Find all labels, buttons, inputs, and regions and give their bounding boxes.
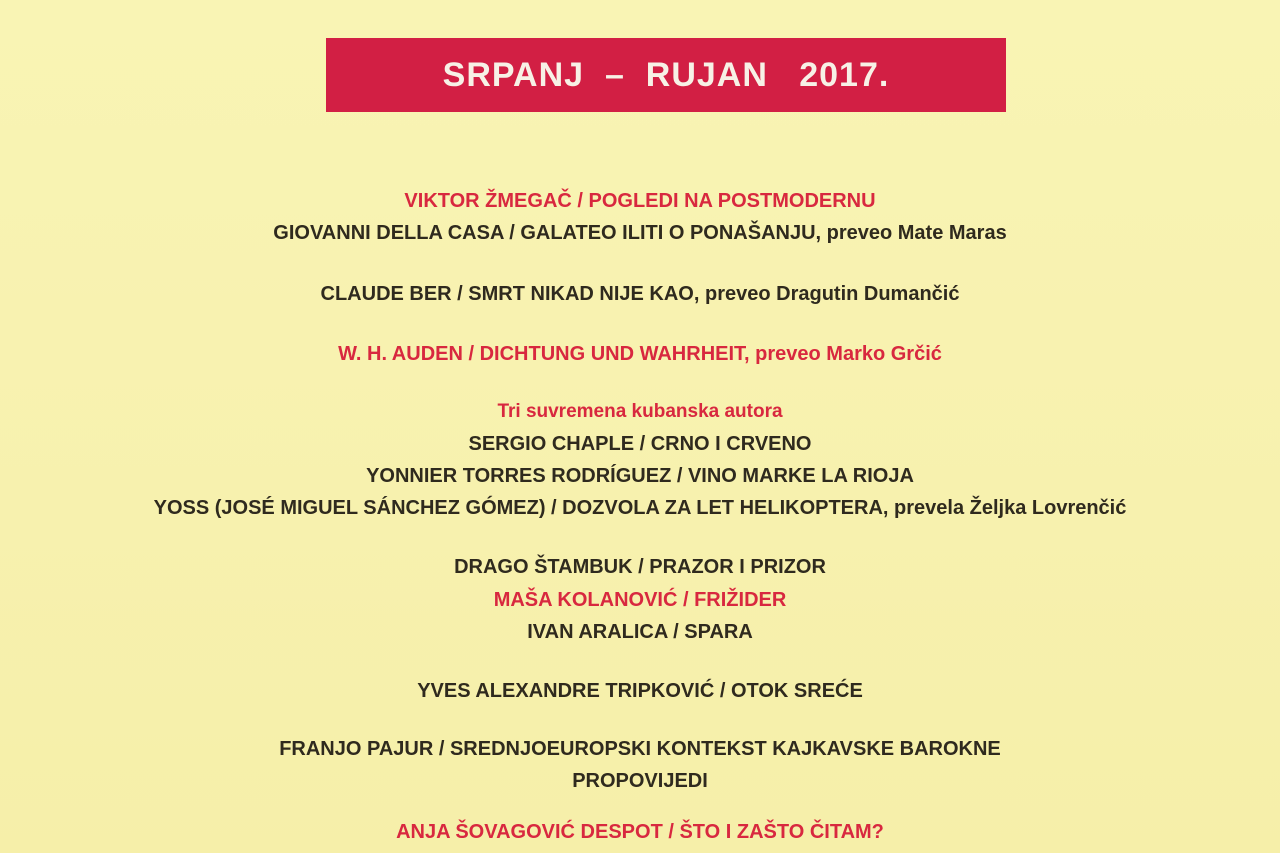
issue-date-title: SRPANJ – RUJAN 2017.	[442, 55, 890, 94]
contents-entry: FRANJO PAJUR / SREDNJOEUROPSKI KONTEKST KAJKAVSKE BAROKNE	[279, 738, 1001, 760]
contents-entry: YOSS (JOSÉ MIGUEL SÁNCHEZ GÓMEZ) / DOZVOLA ZA LET HELIKOPTERA, prevela Željka Lovrenčić	[153, 497, 1127, 519]
contents-entry: W. H. AUDEN / DICHTUNG UND WAHRHEIT, preveo Marko Grčić	[338, 343, 942, 365]
contents-entry: ANJA ŠOVAGOVIĆ DESPOT / ŠTO I ZAŠTO ČITAM?	[396, 821, 884, 843]
contents-entry-continued: PROPOVIJEDI	[572, 770, 708, 792]
contents-entry: YONNIER TORRES RODRÍGUEZ / VINO MARKE LA RIOJA	[366, 465, 914, 487]
contents-entry: YVES ALEXANDRE TRIPKOVIĆ / OTOK SREĆE	[417, 680, 863, 702]
contents-entry: IVAN ARALICA / SPARA	[527, 621, 753, 643]
contents-entry: DRAGO ŠTAMBUK / PRAZOR I PRIZOR	[454, 556, 826, 578]
contents-entry: SERGIO CHAPLE / CRNO I CRVENO	[468, 433, 812, 455]
contents-entry: VIKTOR ŽMEGAČ / POGLEDI NA POSTMODERNU	[404, 190, 876, 212]
contents-entry: MAŠA KOLANOVIĆ / FRIŽIDER	[493, 589, 787, 611]
section-heading: Tri suvremena kubanska autora	[497, 401, 783, 422]
contents-entry: GIOVANNI DELLA CASA / GALATEO ILITI O PONAŠANJU, preveo Mate Maras	[273, 222, 1007, 244]
contents-entry: CLAUDE BER / SMRT NIKAD NIJE KAO, preveo Dragutin Dumančić	[320, 283, 960, 305]
issue-banner	[326, 38, 1006, 112]
